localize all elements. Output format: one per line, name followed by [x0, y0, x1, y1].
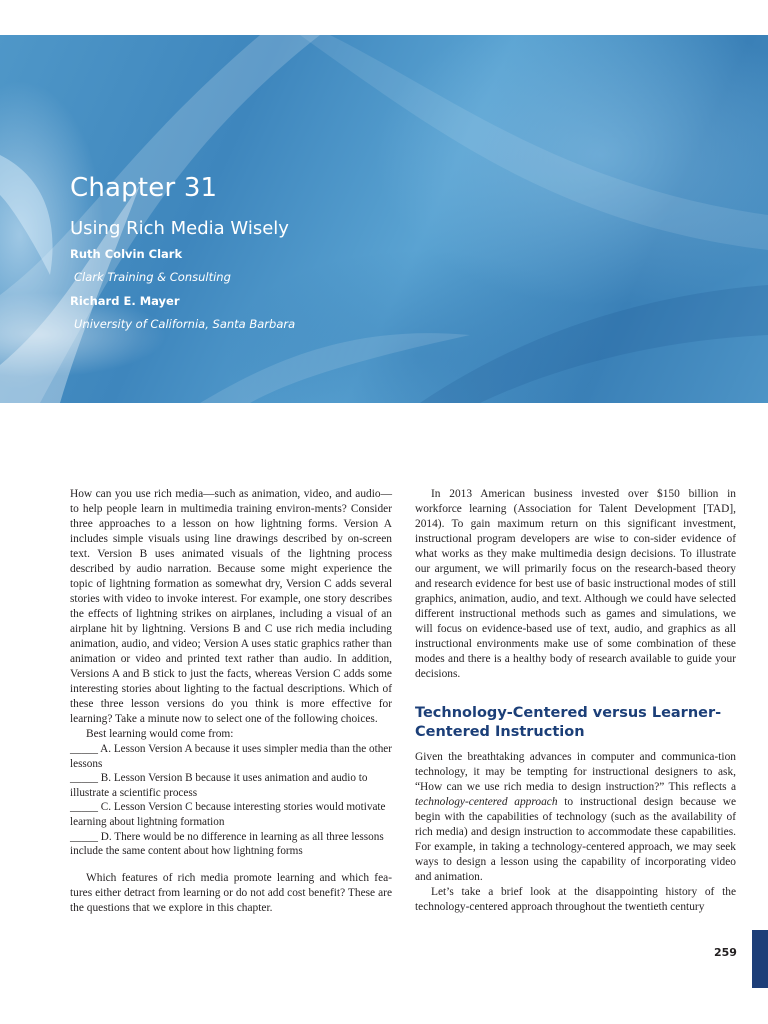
choice-item: _____ D. There would be no difference in learning as all three lessons include the same content about how lightning forms	[70, 830, 384, 858]
author-affiliation: Clark Training & Consulting	[74, 270, 231, 284]
author-affiliation: University of California, Santa Barbara	[74, 317, 296, 331]
chapter-side-tab	[752, 930, 768, 988]
section-heading: Technology-Centered versus Learner-Centered Instruction	[415, 705, 722, 740]
choice-item: _____ C. Lesson Version C because interesting stories would motivate learning about lightning formation	[70, 801, 386, 828]
intro-paragraph: How can you use rich media—such as animation, video, and audio—to help people learn in multimedia training environ-ments? Consider three approaches to a lesson on how lightning forms. Version A includes simple visuals using line drawings described by on-screen text. Version B uses animated visuals of the lightning process described by audio narration. Because some might experience the topic of lightning formation as somewhat dry, Version C adds several stories with video to invoke interest. For example, one story describes the effects of lightning strikes on airplanes, including a visual of an airplane hit by lightning. Versions B and C use rich media including animation, audio, and video; Version A uses static graphics rather than animation or video and printed text rather than audio. In addition, Versions A and B stick to just the facts, whereas Version C adds some interesting stories about lighting to the factual descriptions. Which of these three lesson versions do you think is more effective for learning? Take a minute now to select one of the following choices.	[70, 488, 392, 725]
page-number: 259	[714, 946, 737, 959]
paragraph-text: Given the breathtaking advances in computer and communica-tion technology, it may be tempting for instructional designers to ask, “How can we use rich media to design instruction?” This reflects a	[415, 751, 736, 793]
paragraph-text: to instructional design because we begin with the capabilities of technology (such as the availability of rich media) and design instruction to accommodate these capabilities. For example, in taking a technology-centered approach, we may seek ways to design a lesson using the capability of incorporating video and animation.	[415, 796, 736, 883]
investment-paragraph: In 2013 American business invested over $150 billion in workforce learning (Association for Talent Development [TAD], 2014). To gain maximum return on this significant investment, instructional program developers are wise to con-sider evidence of what works as they make multimedia design decisions. To illustrate our argument, we will primarily focus on the research-based theory and research evidence for best use of basic instructional modes of still graphics, animation, audio, and text. Although we could have selected different instructional methods such as games and simulations, we will focus on evidence-based use of text, audio, and graphics as all instructional environments make use of some combination of these modes and there is a healthy body of research available to guide your decisions.	[415, 488, 736, 680]
chapter-number: Chapter 31	[70, 173, 218, 203]
history-paragraph: Let’s take a brief look at the disappointing history of the technology-centered approach throughout the twentieth century	[415, 886, 736, 913]
right-column	[415, 487, 736, 915]
choice-item: _____ B. Lesson Version B because it uses animation and audio to illustrate a scientific process	[70, 772, 368, 799]
emphasized-term: technology-centered approach	[415, 796, 558, 808]
author-name: Ruth Colvin Clark	[70, 247, 183, 261]
chapter-title: Using Rich Media Wisely	[70, 218, 289, 239]
choice-list	[70, 742, 392, 859]
technology-centered-paragraph	[415, 750, 736, 885]
choices-prompt: Best learning would come from:	[86, 728, 234, 740]
chapter-banner	[0, 35, 768, 403]
left-column	[70, 487, 392, 916]
choice-item: _____ A. Lesson Version A because it uses simpler media than the other lessons	[70, 743, 392, 770]
author-name: Richard E. Mayer	[70, 294, 180, 308]
closing-paragraph: Which features of rich media promote learning and which fea-tures either detract from learning or do not add cost benefit? These are the questions that we explore in this chapter.	[70, 871, 392, 914]
